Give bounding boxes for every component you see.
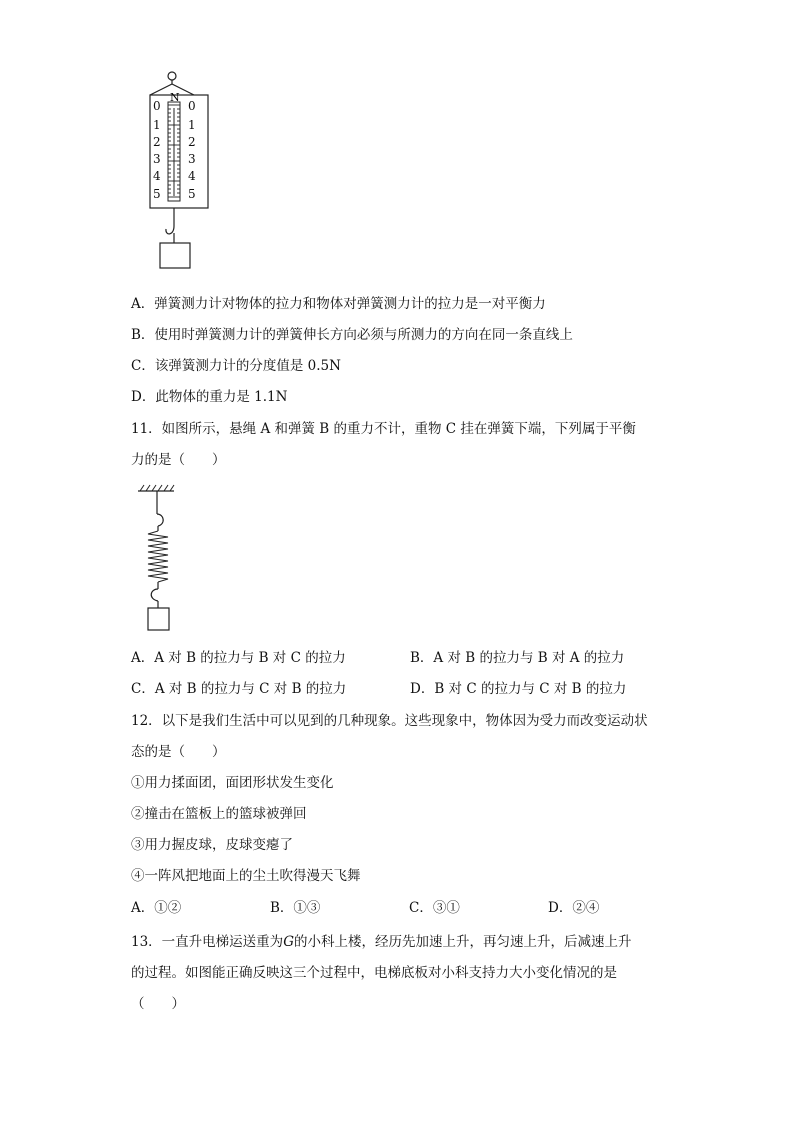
scale-hook: [166, 226, 174, 234]
spring-top-hook: [157, 514, 163, 526]
q12-option-c: C．③①: [409, 900, 460, 916]
tick-label-right: 4: [188, 169, 196, 183]
q13-stem-line1: [131, 936, 631, 950]
scale-top-ring: [168, 72, 176, 80]
ceiling-hatch: [140, 485, 174, 491]
q11-stem-line1: 11．如图所示，悬绳 A 和弹簧 B 的重力不计，重物 C 挂在弹簧下端，下列属于平衡: [131, 421, 636, 437]
q12-option-a: A．①②: [131, 900, 182, 916]
weight-c: [148, 608, 169, 630]
q12-item-3: ③用力握皮球，皮球变瘪了: [131, 837, 293, 853]
tick-label-right: 0: [188, 99, 196, 113]
q12-item-2: ②撞击在篮板上的篮球被弹回: [131, 806, 307, 822]
tick-label-left: 0: [153, 99, 161, 113]
q12-option-b: B．①③: [270, 900, 321, 916]
q12-stem-line1: 12．以下是我们生活中可以见到的几种现象。这些现象中，物体因为受力而改变运动状: [131, 713, 648, 729]
spring-bottom-hook: [151, 589, 158, 601]
tick-label-left: 1: [153, 118, 161, 132]
q11-option-a: A．A 对 B 的拉力与 B 对 C 的拉力: [131, 650, 346, 666]
q13-stem-line3: （ ）: [131, 996, 185, 1012]
spring-scale-figure: [140, 68, 210, 273]
q12-option-d: D．②④: [548, 900, 600, 916]
q13-text-a: 13．一直升电梯运送重为: [131, 934, 284, 950]
q10-option-c: C．该弹簧测力计的分度值是 0.5N: [131, 358, 341, 374]
q11-option-d: D．B 对 C 的拉力与 C 对 B 的拉力: [410, 681, 627, 697]
spring-coil: [148, 531, 168, 582]
q11-stem-line2: 力的是（ ）: [131, 452, 226, 468]
tick-label-left: 3: [153, 152, 161, 166]
tick-label-left: 4: [153, 169, 161, 183]
tick-label-left: 5: [153, 187, 161, 201]
spring-weight-figure: [136, 484, 186, 634]
q11-option-b: B．A 对 B 的拉力与 B 对 A 的拉力: [410, 650, 625, 666]
q10-option-b: B．使用时弹簧测力计的弹簧伸长方向必须与所测力的方向在同一条直线上: [131, 327, 573, 343]
tick-label-left: 2: [153, 135, 161, 149]
hanging-weight: [160, 243, 190, 268]
q12-item-4: ④一阵风把地面上的尘土吹得漫天飞舞: [131, 868, 361, 884]
tick-label-right: 3: [188, 152, 196, 166]
q11-option-c: C．A 对 B 的拉力与 C 对 B 的拉力: [131, 681, 347, 697]
tick-label-right: 2: [188, 135, 196, 149]
tick-label-right: 5: [188, 187, 196, 201]
scale-unit-label: N: [170, 91, 180, 104]
q12-item-1: ①用力揉面团，面团形状发生变化: [131, 775, 334, 791]
q13-var-g: G: [283, 934, 294, 950]
q12-stem-line2: 态的是（ ）: [131, 744, 226, 760]
q10-option-d: D．此物体的重力是 1.1N: [131, 389, 288, 405]
q10-option-a: A．弹簧测力计对物体的拉力和物体对弹簧测力计的拉力是一对平衡力: [131, 296, 546, 312]
q13-stem-line2: 的过程。如图能正确反映这三个过程中，电梯底板对小科支持力大小变化情况的是: [131, 965, 617, 981]
q13-text-b: 的小科上楼，经历先加速上升，再匀速上升，后减速上升: [293, 934, 632, 950]
tick-label-right: 1: [188, 118, 196, 132]
